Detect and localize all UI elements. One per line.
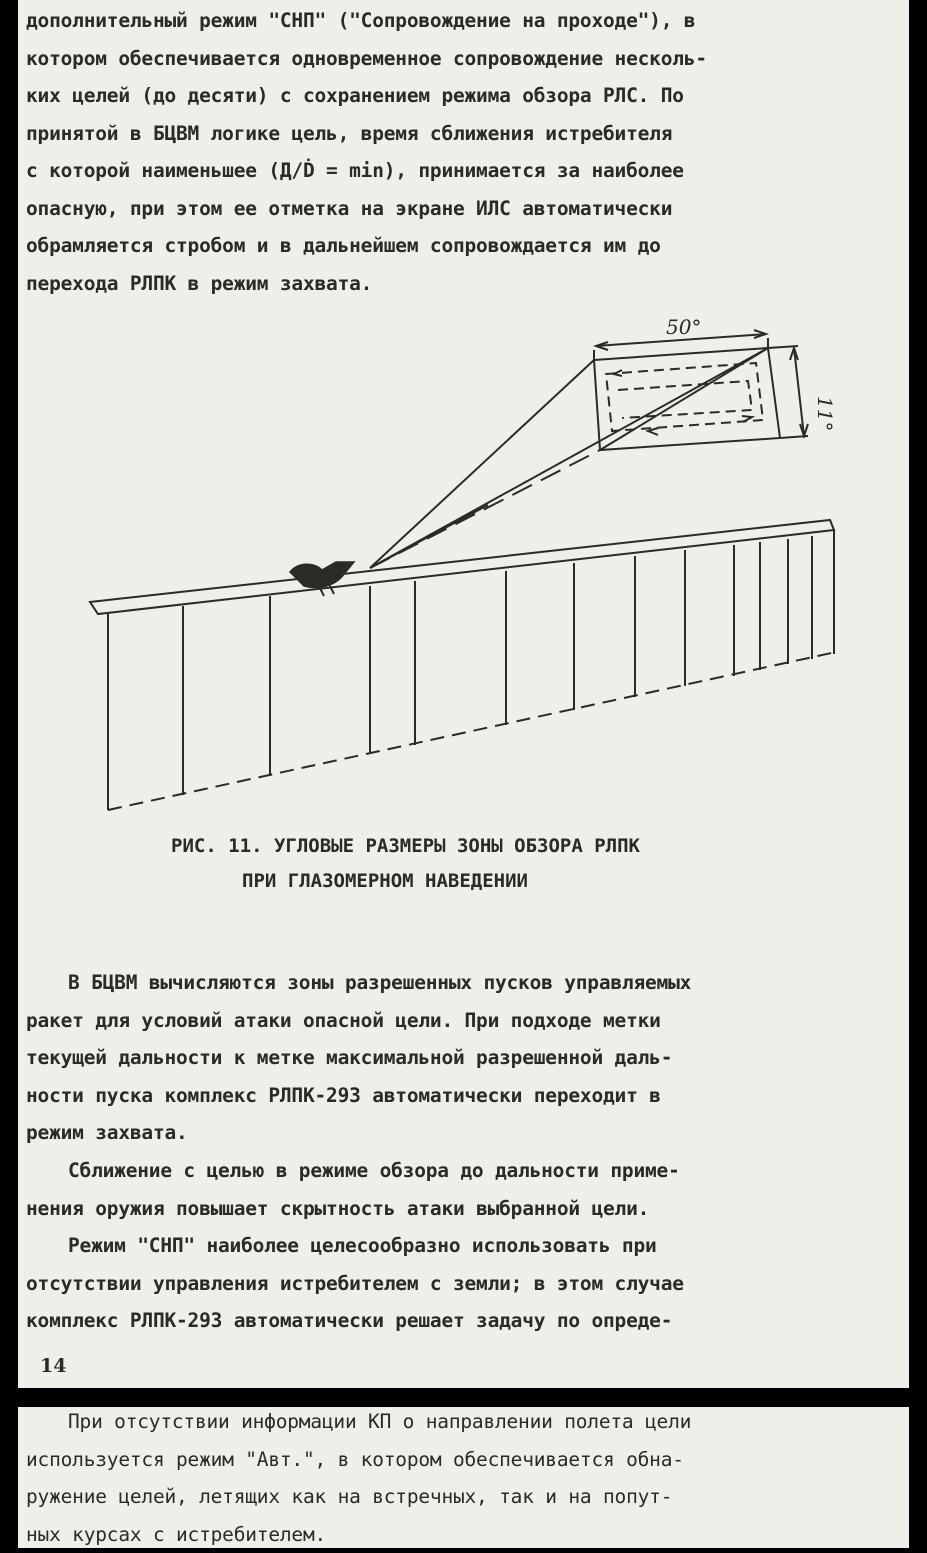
text-line: котором обеспечивается одновременное сопровождение несколь- <box>26 40 901 78</box>
text-line: Сближение с целью в режиме обзора до дальности приме- <box>26 1152 901 1190</box>
text-line: Режим "СНП" наиболее целесообразно использовать при <box>26 1227 901 1265</box>
text-line: режим захвата. <box>26 1114 901 1152</box>
document-page-top <box>18 0 909 1388</box>
radar-scan-zone-figure <box>18 300 909 840</box>
sightline-upper <box>370 360 594 568</box>
text-line: дополнительный режим "СНП" ("Сопровождение на проходе"), в <box>26 2 901 40</box>
text-line: ности пуска комплекс РЛПК-293 автоматически переходит в <box>26 1077 901 1115</box>
scan-arrow <box>742 416 752 422</box>
terrain-baseline <box>108 652 836 810</box>
paragraph-auto-mode <box>26 1403 901 1553</box>
terrain-strip-top <box>90 520 834 614</box>
page-number: 14 <box>40 1355 66 1377</box>
text-line: обрамляется стробом и в дальнейшем сопровождается им до <box>26 227 901 265</box>
dimension-line-vertical <box>794 348 804 436</box>
paragraph-launch-zones <box>26 964 901 1152</box>
text-line: с которой наименьшее (Д/Ḋ = min), принимается за наиболее <box>26 152 901 190</box>
figure-caption-line-2: ПРИ ГЛАЗОМЕРНОМ НАВЕДЕНИИ <box>242 870 927 892</box>
angle-horizontal-label: 50° <box>666 315 701 339</box>
text-line: ракет для условий атаки опасной цели. При подходе метки <box>26 1002 901 1040</box>
text-line: ких целей (до десяти) с сохранением режима обзора РЛС. По <box>26 77 901 115</box>
text-line: перехода РЛПК в режим захвата. <box>26 265 901 303</box>
text-line: отсутствии управления истребителем с земли; в этом случае <box>26 1265 901 1303</box>
scan-arrow <box>614 370 622 376</box>
figure-caption-line-1: РИС. 11. УГЛОВЫЕ РАЗМЕРЫ ЗОНЫ ОБЗОРА РЛПК <box>171 835 927 857</box>
text-line: комплекс РЛПК-293 автоматически решает задачу по опреде- <box>26 1302 901 1340</box>
scan-diagonal <box>600 348 768 450</box>
text-line: ружение целей, летящих как на встречных, так и на попут- <box>26 1478 901 1516</box>
text-line: используется режим "Авт.", в котором обеспечивается обна- <box>26 1441 901 1479</box>
paragraph-approach-stealth <box>26 1152 901 1227</box>
text-line: опасную, при этом ее отметка на экране ИЛС автоматически <box>26 190 901 228</box>
text-line: ных курсах с истребителем. <box>26 1516 901 1553</box>
document-page-bottom <box>18 1407 909 1548</box>
scan-pattern-outer <box>606 363 763 431</box>
text-line: нения оружия повышает скрытность атаки выбранной цели. <box>26 1190 901 1228</box>
text-line: принятой в БЦВМ логике цель, время сближения истребителя <box>26 115 901 153</box>
paragraph-snp-usage <box>26 1227 901 1340</box>
text-line: текущей дальности к метке максимальной разрешенной даль- <box>26 1039 901 1077</box>
paragraph-snp-mode-intro <box>26 2 901 302</box>
angle-vertical-label: 11° <box>813 396 837 431</box>
text-line: В БЦВМ вычисляются зоны разрешенных пусков управляемых <box>26 964 901 1002</box>
text-line: При отсутствии информации КП о направлении полета цели <box>26 1403 901 1441</box>
